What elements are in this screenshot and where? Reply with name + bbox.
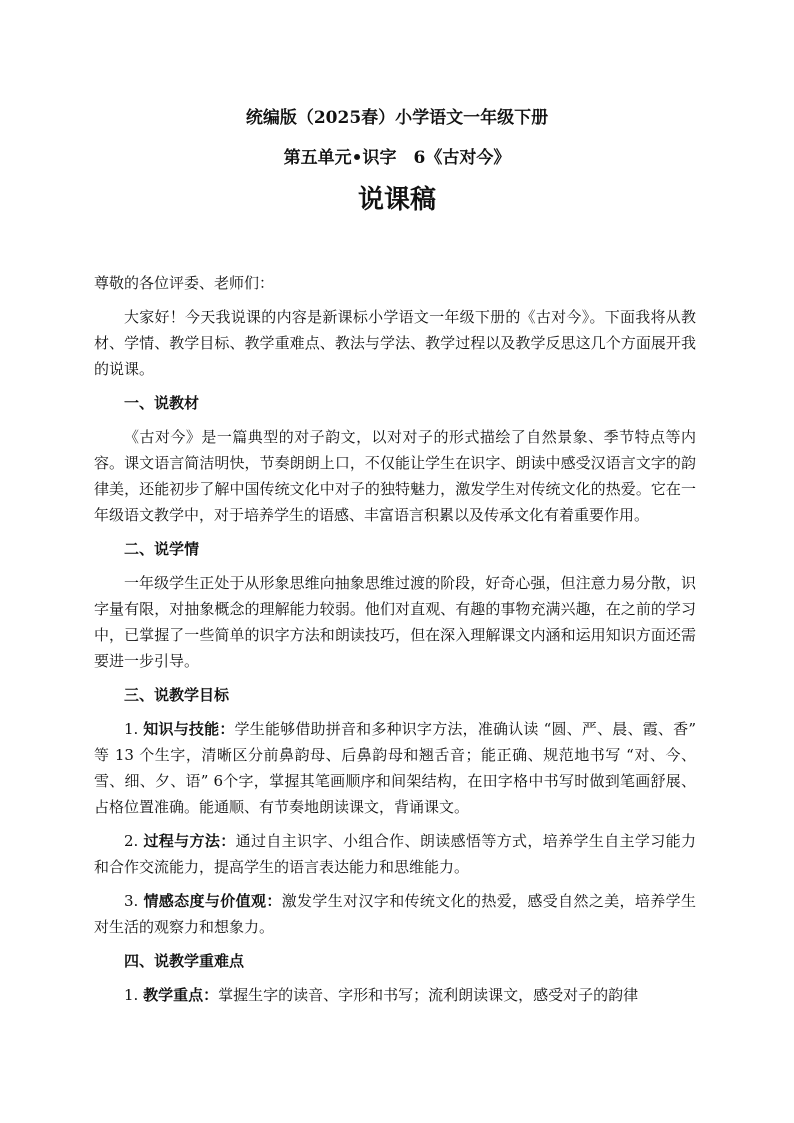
section-heading-key-points: 四、说教学重难点 [124,952,245,970]
objective-label: 过程与方法： [143,832,236,850]
objective-item [94,888,696,940]
objective-item [94,828,696,880]
objective-text: 激发学生对汉字和传统文化的热爱，感受自然之美，培养学生对生活的观察力和想象力。 [94,892,696,936]
objective-item [94,716,696,820]
unit-subtitle: 第五单元•识字 6《古对今》 [283,148,511,168]
key-point-label: 教学重点： [143,986,219,1004]
document-body [94,270,696,1016]
section-textbook-paragraph: 《古对今》是一篇典型的对子韵文，以对对子的形式描绘了自然景象、季节特点等内容。课文语言简洁明快，节奏朗朗上口，不仅能让学生在识字、朗读中感受汉语言文字的韵律美，还能初步了解中国传统文化中对子的独特魅力，激发学生对传统文化的热爱。它在一年级语文教学中，对于培养学生的语感、丰富语言积累以及传承文化有着重要作用。 [94,428,696,524]
key-point-text: 掌握生字的读音、字形和书写；流利朗读课文，感受对子的韵律 [218,986,639,1004]
key-point-item [94,982,696,1008]
objective-label: 知识与技能： [143,720,235,738]
objective-label: 情感态度与价值观： [143,892,282,910]
intro-paragraph: 大家好！今天我说课的内容是新课标小学语文一年级下册的《古对今》。下面我将从教材、学情、教学目标、教学重难点、教法与学法、教学过程以及教学反思这几个方面展开我的说课。 [94,308,696,378]
section-heading-textbook: 一、说教材 [124,394,200,412]
objective-number: 1. [124,720,139,738]
section-heading-objectives: 三、说教学目标 [124,686,230,704]
objective-number: 3. [124,892,139,910]
objective-text: 通过自主识字、小组合作、朗读感悟等方式，培养学生自主学习能力和合作交流能力，提高学生的语言表达能力和思维能力。 [94,832,696,876]
document-type-heading: 说课稿 [357,185,436,215]
key-point-number: 1. [124,986,139,1004]
section-heading-students: 二、说学情 [124,540,200,558]
greeting: 尊敬的各位评委、老师们： [94,274,275,292]
section-students-paragraph: 一年级学生正处于从形象思维向抽象思维过渡的阶段，好奇心强，但注意力易分散，识字量有限，对抽象概念的理解能力较弱。他们对直观、有趣的事物充满兴趣，在之前的学习中，已掌握了一些简单的识字方法和朗读技巧，但在深入理解课文内涵和运用知识方面还需要进一步引导。 [94,574,696,670]
objective-text: 学生能够借助拼音和多种识字方法，准确认读 “圆、严、晨、霞、香” 等 13 个生字，清晰区分前鼻韵母、后鼻韵母和翘舌音；能正确、规范地书写 “对、今、雪、细、夕、语” 6个字，掌握其笔画顺序和间架结构，在田字格中书写时做到笔画舒展、占格位置准确。能通顺、有节奏地朗读课文，背诵课文。 [94,720,696,816]
objective-number: 2. [124,832,139,850]
document-title: 统编版（2025春）小学语文一年级下册 [245,108,549,128]
